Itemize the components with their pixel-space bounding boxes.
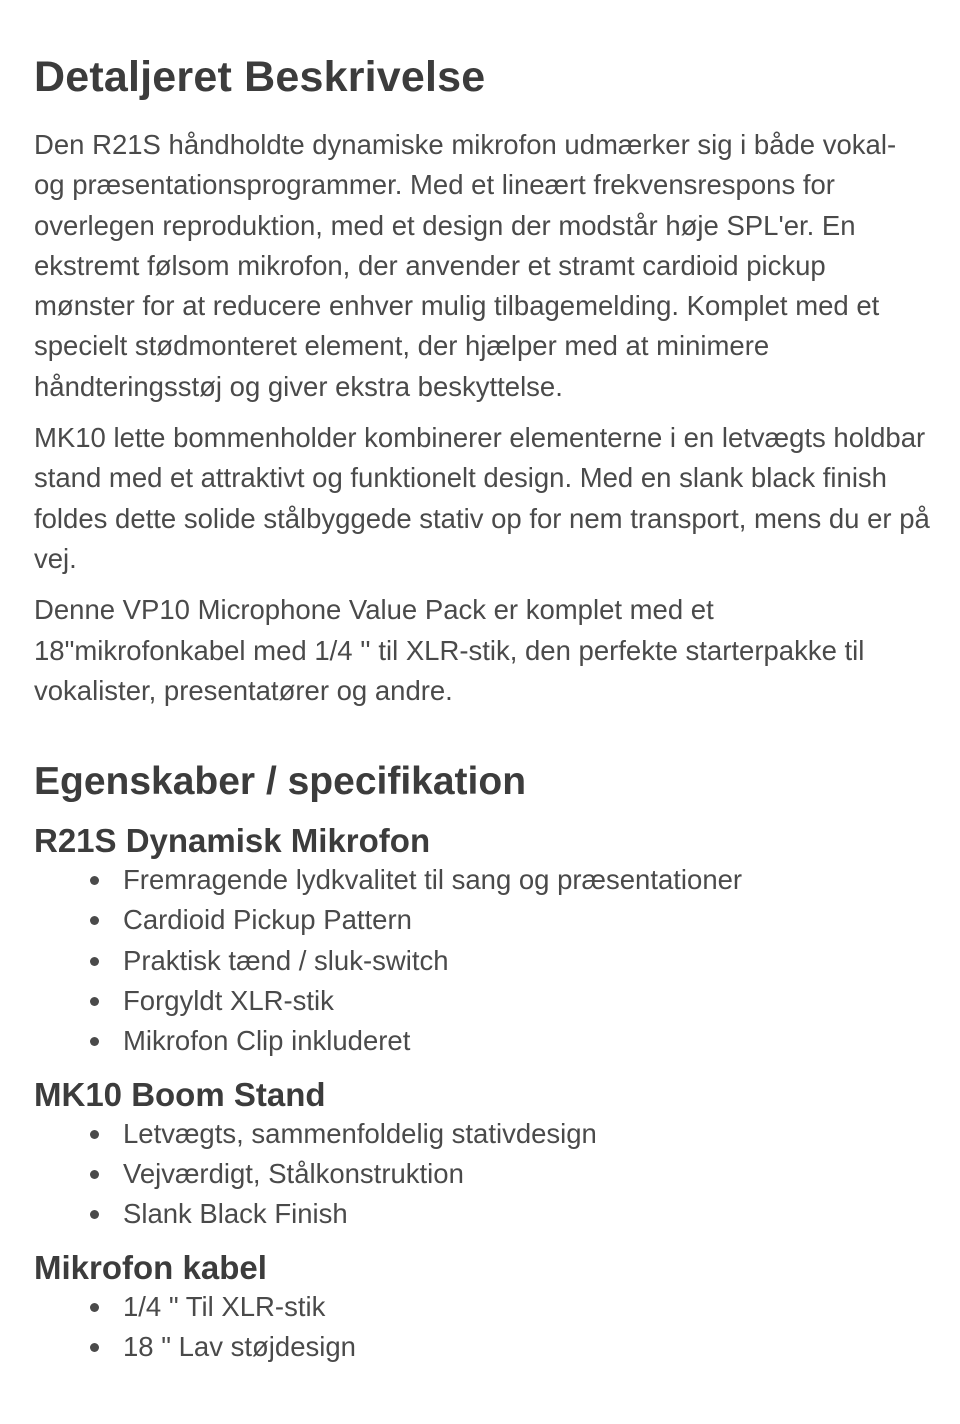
spec-item: Cardioid Pickup Pattern [34, 900, 930, 940]
bullet-icon [90, 916, 99, 925]
spec-group-heading: Mikrofon kabel [34, 1248, 267, 1286]
spec-item: Forgyldt XLR-stik [34, 981, 930, 1021]
description-paragraph: Denne VP10 Microphone Value Pack er komplet med et 18"mikrofonkabel med 1/4 '' til XLR-stik, den perfekte starterpakke til vokalister, presentatører og andre. [34, 594, 865, 706]
spec-item: Vejværdigt, Stålkonstruktion [34, 1154, 930, 1194]
description-paragraph: Den R21S håndholdte dynamiske mikrofon udmærker sig i både vokal- og præsentationsprogrammer. Med et lineært frekvensrespons for overlegen reproduktion, med et design der modstår høje SPL'er. En ekstremt følsom mikrofon, der anvender et stramt cardioid pickup mønster for at reducere enhver mulig tilbagemelding. Komplet med et specielt stødmonteret element, der hjælper med at minimere håndteringsstøj og giver ekstra beskyttelse. [34, 129, 897, 402]
spec-item: 18 " Lav støjdesign [34, 1327, 930, 1367]
bullet-icon [90, 1343, 99, 1352]
bullet-icon [90, 1130, 99, 1139]
spec-group-heading: R21S Dynamisk Mikrofon [34, 822, 431, 860]
bullet-icon [90, 1303, 99, 1312]
spec-item: Mikrofon Clip inkluderet [34, 1021, 930, 1061]
bullet-icon [90, 1210, 99, 1219]
spec-list [34, 1114, 930, 1235]
bullet-icon [90, 1170, 99, 1179]
spec-group-r21s [34, 822, 930, 1061]
spec-item: Letvægts, sammenfoldelig stativdesign [34, 1114, 930, 1154]
specs-title: Egenskaber / specifikation [34, 760, 527, 804]
spec-list [34, 1287, 930, 1368]
bullet-icon [90, 997, 99, 1006]
page-title: Detaljeret Beskrivelse [34, 53, 486, 101]
spec-group-cable [34, 1249, 930, 1368]
spec-group-heading: MK10 Boom Stand [34, 1075, 326, 1113]
spec-item: Slank Black Finish [34, 1194, 930, 1234]
spec-item: Fremragende lydkvalitet til sang og præsentationer [34, 860, 930, 900]
spec-item: Praktisk tænd / sluk-switch [34, 941, 930, 981]
bullet-icon [90, 957, 99, 966]
spec-item: 1/4 " Til XLR-stik [34, 1287, 930, 1327]
description-paragraph: MK10 lette bommenholder kombinerer elementerne i en letvægts holdbar stand med et attraktivt og funktionelt design. Med en slank black finish foldes dette solide stålbyggede stativ op for nem transport, mens du er på vej. [34, 422, 930, 574]
spec-list [34, 860, 930, 1061]
bullet-icon [90, 1037, 99, 1046]
description-block [34, 125, 930, 711]
spec-group-mk10 [34, 1076, 930, 1235]
bullet-icon [90, 876, 99, 885]
